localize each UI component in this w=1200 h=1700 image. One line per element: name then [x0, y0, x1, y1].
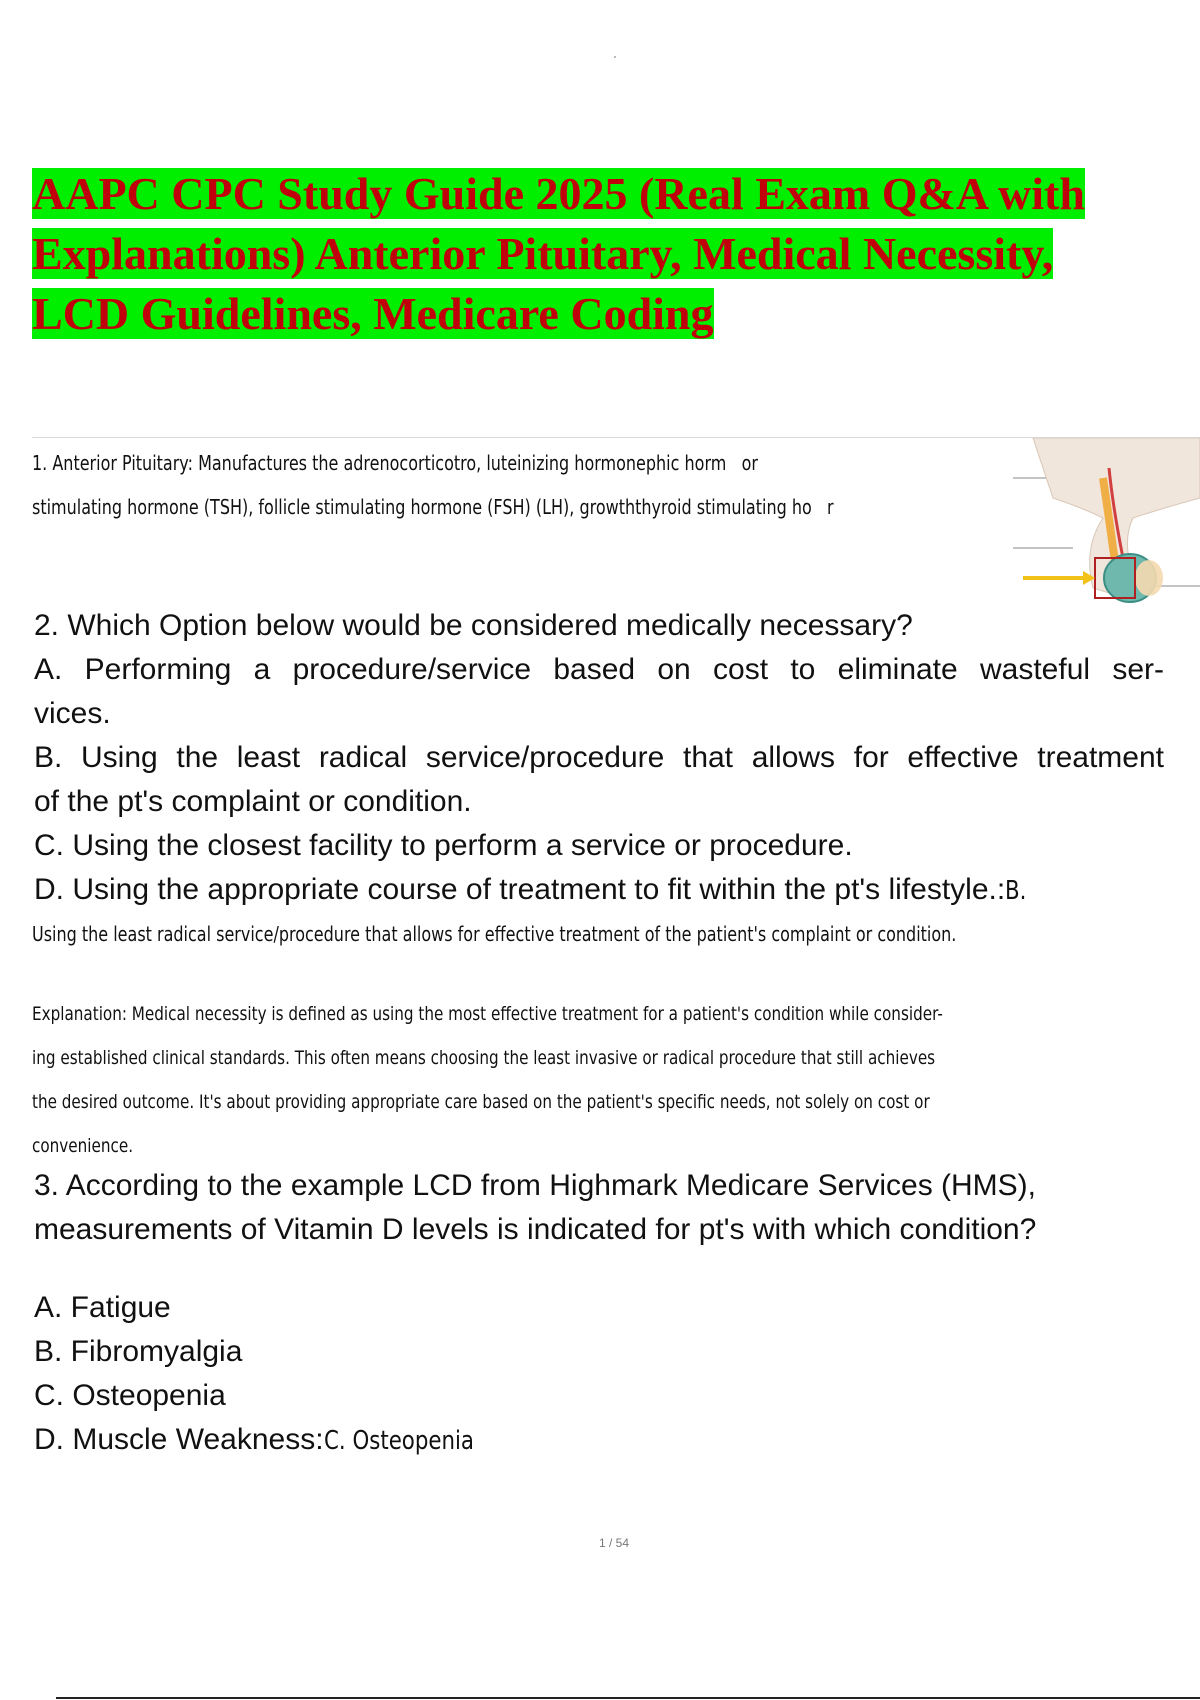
q2-option-a-line-2: vices.: [34, 697, 111, 730]
q2-explanation-line-4: convenience.: [32, 1135, 134, 1157]
page-number: 1 / 54: [598, 1536, 630, 1550]
q2-explanation-line-2: ing established clinical standards. This often means choosing the least invasive or radical procedure that still achieves: [32, 1047, 936, 1069]
title-line-3: LCD Guidelines, Medicare Coding: [32, 288, 714, 339]
page-bottom-rule: [56, 1697, 1200, 1699]
q1-line-2: [32, 485, 1016, 529]
q2-answer-start: B.: [1005, 876, 1027, 906]
q2-explanation-line-3: the desired outcome. It's about providing appropriate care based on the patient's specific needs, not solely on cost or: [32, 1091, 930, 1113]
q3-option-b: B. Fibromyalgia: [34, 1335, 243, 1368]
q2-option-d: [34, 868, 1031, 913]
q2-option-c: C. Using the closest facility to perform a service or procedure.: [34, 829, 853, 862]
q3-answer: C. Osteopenia: [323, 1426, 474, 1456]
q1-line-1-tail: or: [741, 451, 758, 475]
q3-option-c: C. Osteopenia: [34, 1379, 226, 1412]
q1-line-1-text: 1. Anterior Pituitary: Manufactures the adrenocorticotro, luteinizing hormonephic horm: [32, 451, 727, 475]
title-line-1: AAPC CPC Study Guide 2025 (Real Exam Q&A with: [32, 168, 1085, 219]
q2-option-b-line-2: of the pt's complaint or condition.: [34, 785, 472, 818]
document-title: [32, 164, 1200, 344]
q1-line-2-tail: r: [827, 495, 834, 519]
q1-line-2-text: stimulating hormone (TSH), follicle stimulating hormone (FSH) (LH), growththyroid stimulating ho: [32, 495, 812, 519]
q3-question-line-2: measurements of Vitamin D levels is indicated for pt's with which condition?: [34, 1213, 1037, 1246]
q3-option-d-text: D. Muscle Weakness:: [34, 1423, 324, 1456]
q2-question: 2. Which Option below would be considered medically necessary?: [34, 609, 913, 642]
title-line-2: Explanations) Anterior Pituitary, Medical Necessity,: [32, 228, 1054, 279]
q2-option-d-text: D. Using the appropriate course of treatment to fit within the pt's lifestyle.:: [34, 873, 1006, 906]
q2-option-a-line-1: A. Performing a procedure/service based on cost to eliminate wasteful ser-: [34, 653, 1164, 686]
q2-option-b-line-1: B. Using the least radical service/procedure that allows for effective treatment: [34, 741, 1164, 774]
q3-option-d: [34, 1418, 506, 1463]
pituitary-figure: [1013, 438, 1200, 610]
scan-speck: [614, 56, 616, 58]
q2-explanation-line-1: Explanation: Medical necessity is defined as using the most effective treatment for a patient's condition while consider-: [32, 1003, 943, 1025]
q2-answer: Using the least radical service/procedure that allows for effective treatment of the patient's complaint or condition.: [32, 922, 957, 946]
q1-line-1: [32, 441, 1016, 485]
q3-option-a: A. Fatigue: [34, 1291, 171, 1324]
q3-question-line-1: 3. According to the example LCD from Highmark Medicare Services (HMS),: [34, 1169, 1037, 1202]
